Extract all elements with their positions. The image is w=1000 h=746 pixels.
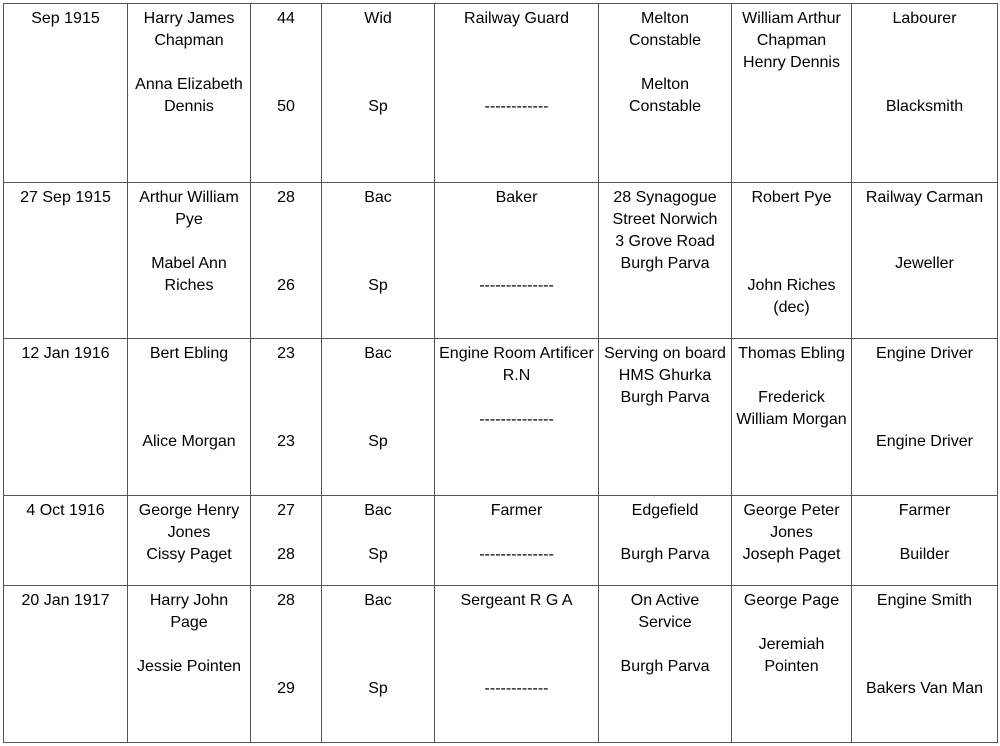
bride-father-rank: Jeweller	[895, 254, 954, 272]
residence-cell	[599, 339, 732, 496]
rank-cell	[435, 4, 599, 183]
table-row	[4, 182, 998, 339]
name-cell	[128, 4, 251, 183]
groom-rank: Sergeant R G A	[460, 592, 573, 610]
groom-rank: Farmer	[490, 501, 543, 519]
condition-cell	[322, 586, 435, 743]
groom-name: George Henry Jones	[138, 501, 240, 541]
groom-residence: Edgefield	[631, 501, 699, 519]
groom-condition: Bac	[364, 345, 392, 363]
age-cell	[251, 182, 322, 339]
father-cell	[732, 586, 852, 743]
rank-cell	[435, 586, 599, 743]
rank-cell	[435, 182, 599, 339]
bride-condition: Sp	[368, 276, 388, 294]
bride-residence: Melton Constable	[628, 76, 702, 115]
bride-residence: Burgh Parva	[620, 545, 710, 563]
table-row	[4, 586, 998, 743]
bride-father: John Riches (dec)	[747, 276, 836, 316]
groom-father: William Arthur Chapman	[742, 10, 841, 49]
groom-residence: 28 Synagogue Street Norwich	[612, 188, 718, 228]
groom-father-rank: Engine Smith	[876, 592, 973, 610]
bride-rank: --------------	[479, 411, 554, 429]
bride-name: Alice Morgan	[142, 433, 236, 451]
residence-cell	[599, 4, 732, 183]
age-cell	[251, 339, 322, 496]
father-rank-cell	[852, 495, 998, 585]
groom-age: 28	[277, 188, 295, 206]
condition-cell	[322, 182, 435, 339]
groom-father: Robert Pye	[751, 188, 832, 206]
groom-residence: Serving on board HMS Ghurka	[604, 345, 726, 385]
bride-name: Cissy Paget	[146, 545, 232, 563]
groom-father-rank: Engine Driver	[876, 345, 973, 363]
name-cell	[128, 586, 251, 743]
table-row	[4, 495, 998, 585]
father-rank-cell	[852, 4, 998, 183]
groom-residence: On Active Service	[630, 592, 700, 632]
rank-cell	[435, 495, 599, 585]
table-row	[4, 339, 998, 496]
bride-residence: Burgh Parva	[620, 389, 710, 407]
bride-father-rank: Engine Driver	[876, 433, 973, 451]
bride-name: Jessie Pointen	[136, 658, 242, 676]
bride-father-rank: Blacksmith	[885, 98, 964, 115]
date-cell	[4, 495, 128, 585]
bride-father: Joseph Paget	[742, 545, 841, 563]
groom-residence: Melton Constable	[628, 10, 702, 49]
bride-condition: Sp	[368, 680, 388, 698]
groom-age: 27	[277, 501, 295, 519]
name-cell	[128, 495, 251, 585]
bride-rank: --------------	[479, 545, 554, 563]
bride-age: 28	[277, 545, 295, 563]
groom-rank: Baker	[495, 188, 538, 206]
groom-name: Harry John Page	[149, 592, 229, 632]
date-cell	[4, 182, 128, 339]
marriage-date: 12 Jan 1916	[21, 345, 110, 363]
bride-father: Henry Dennis	[743, 54, 840, 71]
age-cell	[251, 4, 322, 183]
bride-residence: Burgh Parva	[620, 658, 710, 676]
groom-age: 28	[277, 592, 295, 610]
marriage-date: 4 Oct 1916	[26, 501, 105, 519]
groom-age: 44	[277, 10, 295, 27]
rank-cell	[435, 339, 599, 496]
father-cell	[732, 339, 852, 496]
condition-cell	[322, 495, 435, 585]
groom-father: Thomas Ebling	[738, 345, 845, 363]
bride-condition: Sp	[368, 433, 388, 451]
groom-condition: Bac	[364, 501, 392, 519]
bride-name: Mabel Ann Riches	[151, 254, 227, 294]
father-cell	[732, 495, 852, 585]
bride-rank: ------------	[484, 680, 549, 698]
marriage-register-table	[3, 3, 998, 743]
groom-name: Bert Ebling	[149, 345, 229, 363]
groom-condition: Wid	[364, 10, 392, 27]
groom-father-rank: Farmer	[898, 501, 951, 519]
bride-name: Anna Elizabeth Dennis	[135, 76, 243, 115]
bride-father-rank: Builder	[899, 545, 950, 563]
bride-rank: --------------	[479, 276, 554, 294]
bride-rank: ------------	[484, 98, 549, 115]
father-rank-cell	[852, 586, 998, 743]
residence-cell	[599, 586, 732, 743]
father-rank-cell	[852, 339, 998, 496]
groom-age: 23	[277, 345, 295, 363]
groom-father-rank: Railway Carman	[865, 188, 984, 206]
groom-rank: Engine Room Artificer R.N	[439, 345, 594, 385]
bride-father: Jeremiah Pointen	[758, 636, 825, 676]
residence-cell	[599, 495, 732, 585]
groom-name: Arthur William Pye	[139, 188, 239, 228]
date-cell	[4, 586, 128, 743]
groom-father: George Peter Jones	[743, 501, 840, 541]
condition-cell	[322, 4, 435, 183]
name-cell	[128, 182, 251, 339]
bride-age: 23	[277, 433, 295, 451]
groom-father: George Page	[743, 592, 840, 610]
age-cell	[251, 495, 322, 585]
groom-rank: Railway Guard	[464, 10, 569, 27]
date-cell	[4, 4, 128, 183]
groom-father-rank: Labourer	[892, 10, 957, 27]
bride-condition: Sp	[368, 98, 388, 115]
groom-condition: Bac	[364, 592, 392, 610]
bride-age: 29	[277, 680, 295, 698]
marriage-date: Sep 1915	[31, 10, 100, 27]
father-rank-cell	[852, 182, 998, 339]
age-cell	[251, 586, 322, 743]
bride-age: 50	[277, 98, 295, 115]
groom-condition: Bac	[364, 188, 392, 206]
bride-age: 26	[277, 276, 295, 294]
condition-cell	[322, 339, 435, 496]
table-row	[4, 4, 998, 183]
bride-residence: 3 Grove Road Burgh Parva	[615, 232, 715, 272]
groom-name: Harry James Chapman	[143, 10, 235, 49]
date-cell	[4, 339, 128, 496]
father-cell	[732, 182, 852, 339]
father-cell	[732, 4, 852, 183]
residence-cell	[599, 182, 732, 339]
marriage-date: 27 Sep 1915	[20, 188, 111, 206]
marriage-date: 20 Jan 1917	[21, 592, 110, 610]
bride-condition: Sp	[368, 545, 388, 563]
name-cell	[128, 339, 251, 496]
bride-father: Frederick William Morgan	[736, 389, 847, 429]
bride-father-rank: Bakers Van Man	[865, 680, 984, 698]
